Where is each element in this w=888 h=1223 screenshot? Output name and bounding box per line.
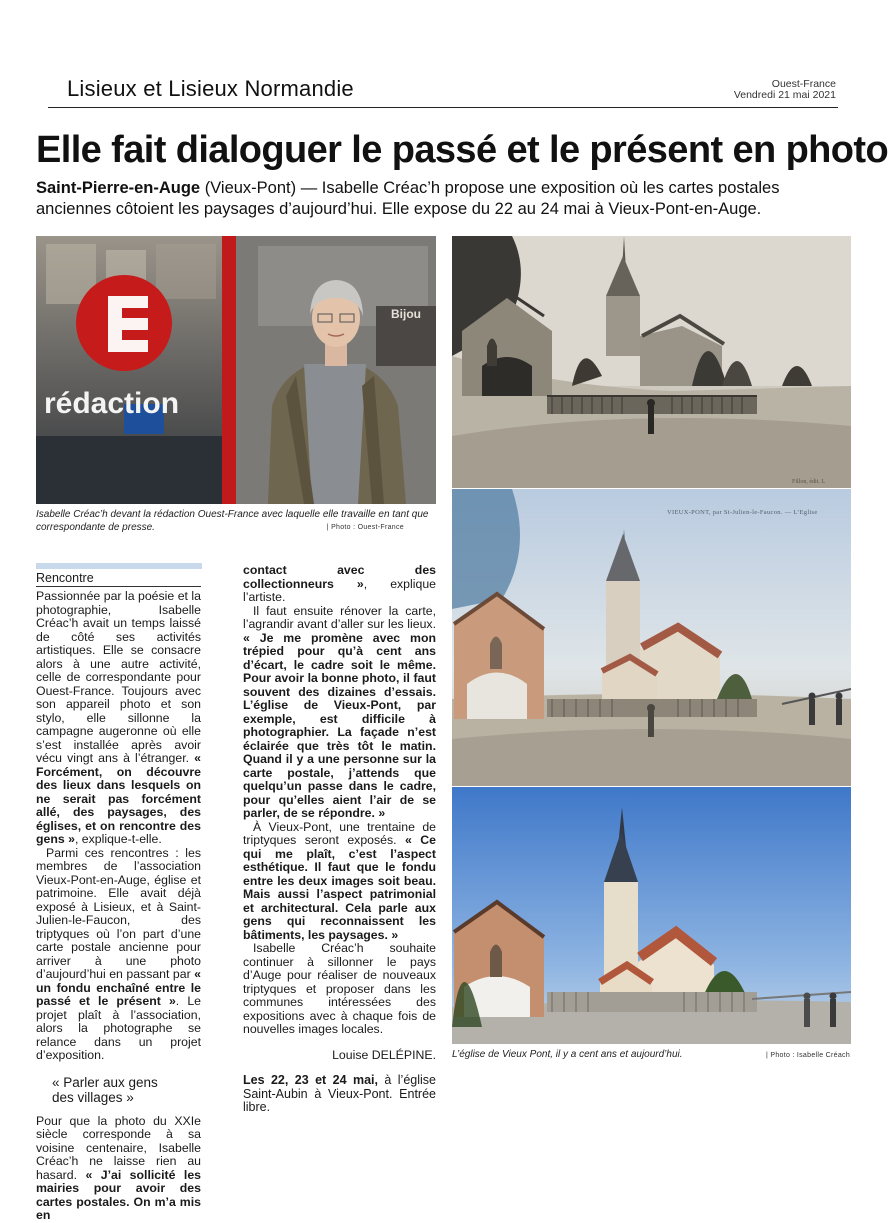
header-rule xyxy=(48,107,838,108)
col2-p3-text: À Vieux-Pont, une trentaine de triptyques seront exposés. xyxy=(243,819,436,847)
storefront-lettering: Bijou xyxy=(391,307,421,321)
lede-paren: (Vieux-Pont) — xyxy=(200,179,322,197)
col1-p1-end: , explique-t-elle. xyxy=(74,832,162,846)
col2-p2-text: Il faut ensuite rénover la carte, l’agrandir avant d’aller sur les lieux. xyxy=(243,603,436,631)
signature: Louise DELÉPINE. xyxy=(332,1047,436,1062)
blend-photo xyxy=(452,489,851,786)
publication-date: Vendredi 21 mai 2021 xyxy=(733,89,836,101)
col1-p3-quote: « J’ai sollicité les mairies pour avoir des cartes postales. On m’a mis en xyxy=(36,1167,201,1222)
rubrique-rule xyxy=(36,586,201,587)
masthead xyxy=(734,79,836,101)
col1-p1-quote: « Forcément, on découvre des lieux dans lesquels on ne serait pas forcément allé, des paysages, des églises, et on rencontre des gens » xyxy=(36,751,201,846)
caption-text: Isabelle Créac’h devant la rédaction Ouest-France avec laquelle elle travaille en tant que correspondante de presse. xyxy=(36,509,429,533)
event-info-text: à l’église Saint-Aubin à Vieux-Pont. Entrée libre. xyxy=(243,1073,436,1114)
column-2 xyxy=(243,564,436,1115)
postcard-label: VIEUX-PONT, par St-Julien-le-Faucon. — L’Eglise xyxy=(667,509,818,516)
col1-p3-text: Pour que la photo du XXIe siècle corresponde à sa voisine centenaire, Isabelle Créac’h ne laisse rien au hasard. xyxy=(36,1113,201,1182)
modern-photo xyxy=(452,787,851,1044)
col2-paragraph xyxy=(243,942,436,1037)
col2-p1-end: , explique l’artiste. xyxy=(243,576,436,604)
old-postcard-photo xyxy=(452,236,851,488)
storefront-sign: rédaction xyxy=(44,387,180,420)
col2-p3-quote: « Ce qui me plaît, c’est l’aspect esthétique. Il faut que le fondu entre les deux images soit beau. Mais aussi l’aspect patrimonial et architectural. Cela parle aux gens qui reconnaissent les bâtiments, les paysages. » xyxy=(243,833,436,942)
rubrique-label: Rencontre xyxy=(36,571,94,585)
lede-place: Saint-Pierre-en-Auge xyxy=(36,179,201,197)
triptych-credit: | Photo : Isabelle Créach xyxy=(766,1052,851,1059)
col1-paragraph xyxy=(36,590,201,847)
section-title: Lisieux et Lisieux Normandie xyxy=(67,76,354,101)
col2-p1-quote: contact avec des collectionneurs » xyxy=(243,563,436,591)
lede xyxy=(36,178,796,220)
col2-p4-text: Isabelle Créac’h souhaite continuer à sillonner le pays d’Auge pour réaliser de nouveaux triptyques et proposer dans les communes intéressées des expositions avec à chaque fois de nouvelles images locales. xyxy=(243,941,436,1036)
col1-subhead: « Parler aux gens des villages » xyxy=(52,1074,158,1105)
publication-name: Ouest-France xyxy=(771,78,836,90)
col2-paragraph xyxy=(243,605,436,821)
photo-caption xyxy=(36,508,436,534)
col1-p2-quote: « un fondu enchaîné entre le passé et le présent » xyxy=(36,967,201,1008)
event-info-dates: Les 22, 23 et 24 mai, xyxy=(243,1073,378,1087)
col1-paragraph xyxy=(36,1115,201,1223)
headline: Elle fait dialoguer le passé et le présent en photo xyxy=(36,129,888,171)
col1-paragraph xyxy=(36,847,201,1063)
triptych-caption: L’église de Vieux Pont, il y a cent ans et aujourd’hui. xyxy=(452,1049,683,1060)
event-info xyxy=(243,1074,436,1115)
col2-paragraph xyxy=(243,564,436,605)
portrait-photo xyxy=(36,236,436,504)
rubrique-bar xyxy=(36,563,202,569)
lede-text: Isabelle Créac’h propose une exposition où les cartes postales anciennes côtoient les paysages d’aujourd’hui. Elle expose du 22 au 24 mai à Vieux-Pont-en-Auge. xyxy=(36,179,780,218)
column-1 xyxy=(36,590,201,1223)
photo-credit: | Photo : Ouest-France xyxy=(326,524,404,531)
postcard-corner-text: Fillon, édit. L xyxy=(792,479,825,485)
col1-p2-end: . Le projet plaît à l’association, alors la photographe se relance dans un projet d’exposition. xyxy=(36,994,202,1062)
col2-paragraph xyxy=(243,821,436,943)
col1-p1-text: Passionnée par la poésie et la photographie, Isabelle Créac’h avait un temps laissé de côté ses activités artistiques. Elle se consacre alors à une autre activité, celle de correspondante pour Ouest-France. Toujours avec son appareil photo et son stylo, elle sillonne la campagne augeronne où elle s’est installée après avoir vécu vingt ans à l’étranger. xyxy=(36,589,201,765)
col1-p2-text: Parmi ces rencontres : les membres de l’association Vieux-Pont-en-Auge, église et patrimoine. Elle avait déjà exposé à Lisieux, et à Saint-Julien-le-Faucon, des triptyques où l’on part d’une carte postale ancienne pour arriver à une photo d’aujourd’hui en passant par xyxy=(36,845,201,981)
col2-p2-quote: « Je me promène avec mon trépied pour qu’à cent ans d’écart, le cadre soit le même. Pour avoir la bonne photo, il faut souvent des dizaines d’essais. L’église de Vieux-Pont, par exemple, est difficile à photographier. La façade n’est éclairée que très tôt le matin. Quand il y a une personne sur la carte postale, j’attends que quelqu’un passe dans le cadre, pour qu’elles aient l’air de se parler, de se répondre. » xyxy=(243,630,436,820)
